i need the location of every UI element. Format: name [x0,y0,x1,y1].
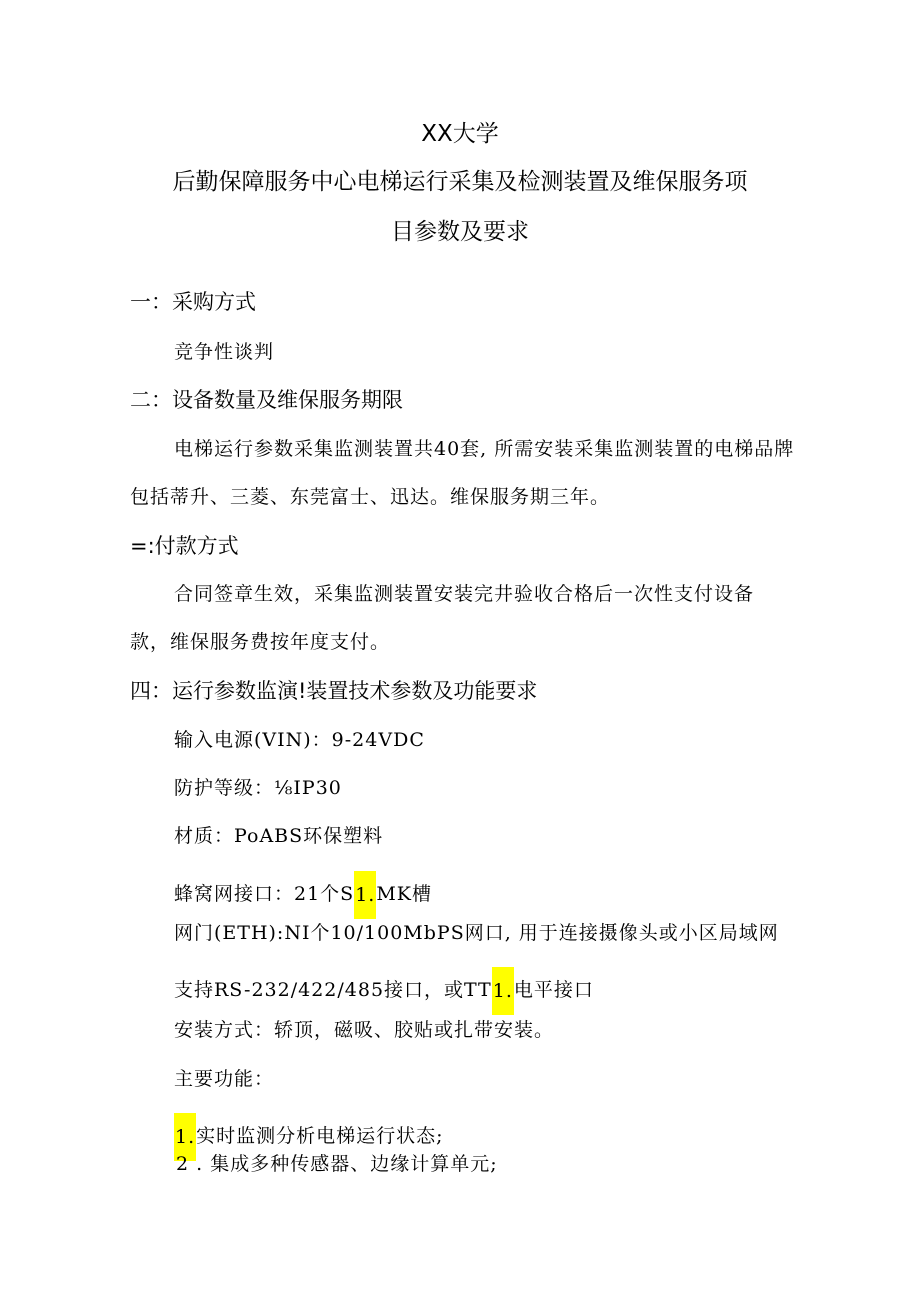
spec-serial-text-a: 支持RS-232/422/485接口，或TT [174,979,492,1001]
highlight-mark: 1. [174,1113,196,1161]
section3-para-line1: 合同签章生效，采集监测装置安装完井验收合格后一次性支付设备 [174,583,755,605]
highlight-mark: 1. [492,967,514,1015]
doc-title-line2: 后勤保障服务中心电梯运行采集及检测装置及维保服务项 [172,169,748,195]
spec-install-method: 安装方式：轿顶，磁吸、胶贴或扎带安装。 [174,1019,555,1041]
function-item-2: 2 . 集成多种传感器、边缘计算单元; [176,1153,498,1175]
section4-heading: 四：运行参数监演!装置技术参数及功能要求 [130,679,538,703]
highlight-mark: 1. [354,871,376,919]
spec-serial-text-b: 电平接口 [513,979,594,1001]
spec-cellular-text-b: MK槽 [376,883,432,905]
spec-serial-interface [174,967,594,1015]
section2-para-line2: 包括蒂升、三菱、东莞富士、迅达。维保服务期三年。 [130,486,611,508]
spec-ethernet: 网门(ETH):NI个10/100MbPS网口, 用于连接摄像头或小区局域网 [174,922,779,944]
section2-heading: 二：设备数量及维保服务期限 [130,388,403,412]
section1-heading: 一：采购方式 [130,290,256,314]
section3-heading: =:付款方式 [130,534,239,558]
function-item-1-text: 实时监测分析电梯运行状态; [196,1125,444,1147]
doc-title-line3: 目参数及要求 [391,219,529,245]
spec-cellular-text-a: 蜂窝网接口：21个S [174,883,355,905]
spec-material: 材质：PoABS环保塑料 [174,825,384,847]
spec-protection-level: 防护等级：⅛IP30 [174,777,342,799]
section2-para-line1: 电梯运行参数采集监测装置共40套, 所需安装采集监测装置的电梯品牌 [174,438,795,460]
doc-title-line1: XX大学 [421,121,499,147]
spec-cellular-interface [174,871,432,919]
section1-text: 竞争性谈判 [174,341,275,363]
functions-title: 主要功能： [174,1068,275,1090]
section3-para-line2: 款，维保服务费按年度支付。 [130,631,391,653]
spec-power-input: 输入电源(VIN)：9-24VDC [174,729,425,751]
